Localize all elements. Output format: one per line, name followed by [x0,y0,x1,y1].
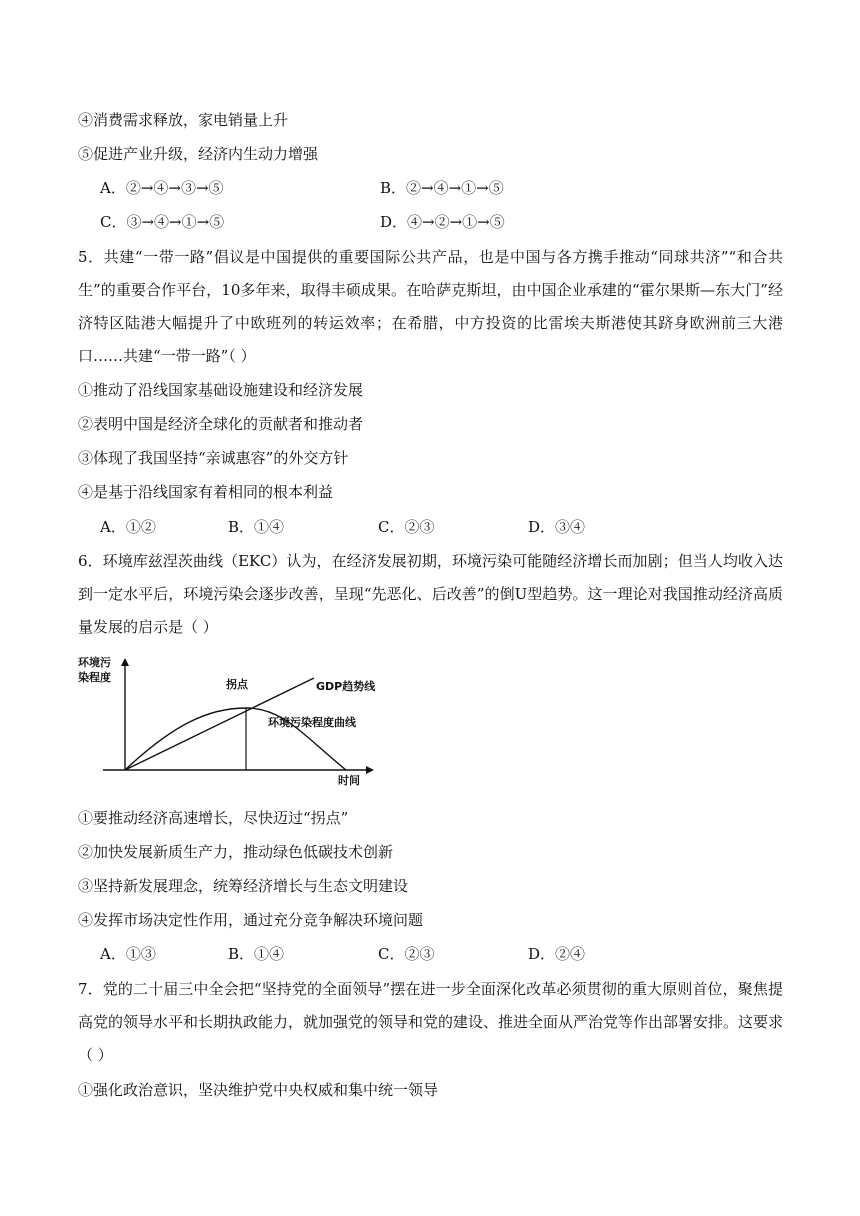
q5-option-c: C．②③ [378,518,435,536]
q5-item-4: ④是基于沿线国家有着相同的根本利益 [78,483,334,501]
q5-option-b: B．①④ [228,518,285,536]
q5-stem: 5．共建“一带一路”倡议是中国提供的重要国际公共产品，也是中国与各方携手推动“同球共济”“和合共生”的重要合作平台，10多年来，取得丰硕成果。在哈萨克斯坦，由中国企业承建的“霍尔果斯—东大门”经济特区陆港大幅提升了中欧班列的转运效率；在希腊，中方投资的比雷埃夫斯港使其跻身欧洲前三大港口……共建“一带一路”（ ） [78,248,783,365]
q5-option-a: A．①② [100,518,156,536]
q5-item-1: ①推动了沿线国家基础设施建设和经济发展 [78,381,364,399]
q6-item-1: ①要推动经济高速增长，尽快迈过“拐点” [78,809,349,827]
q6-item-4: ④发挥市场决定性作用，通过充分竞争解决环境问题 [78,911,424,929]
q6-stem: 6．环境库兹涅茨曲线（EKC）认为，在经济发展初期，环境污染可能随经济增长而加剧；但当人均收入达到一定水平后，环境污染会逐步改善，呈现“先恶化、后改善”的倒U型趋势。这一理论对我国推动经济高质量发展的启示是（ ） [78,552,783,636]
figure-xlabel: 时间 [338,774,360,787]
figure-ylabel-line1: 环境污 [78,656,111,669]
pollution-curve-label: 环境污染程度曲线 [268,716,356,729]
q4-option-c: C．③→④→①→⑤ [100,213,225,231]
gdp-line-label: GDP趋势线 [316,680,376,693]
q7-item-1: ①强化政治意识，坚决维护党中央权威和集中统一领导 [78,1081,439,1099]
figure-ylabel-line2: 染程度 [78,671,111,684]
ekc-figure [78,650,388,790]
q5-item-3: ③体现了我国坚持“亲诚惠容”的外交方针 [78,449,349,467]
q7-stem: 7．党的二十届三中全会把“坚持党的全面领导”摆在进一步全面深化改革必须贯彻的重大原则首位，聚焦提高党的领导水平和长期执政能力，就加强党的领导和党的建设、推进全面从严治党等作出部署安排。这要求（ ） [78,980,784,1064]
x-axis-arrow [366,766,374,774]
q4-option-d: D．④→②→①→⑤ [380,213,505,231]
q6-option-b: B．①④ [228,945,285,963]
q6-item-2: ②加快发展新质生产力，推动绿色低碳技术创新 [78,843,394,861]
q5-item-2: ②表明中国是经济全球化的贡献者和推动者 [78,415,364,433]
y-axis-arrow [121,658,129,666]
q6-option-a: A．①③ [100,945,156,963]
q4-option-a: A．②→④→③→⑤ [100,179,224,197]
q5-option-d: D．③④ [528,518,586,536]
q6-option-d: D．②④ [528,945,586,963]
q4-item-4: ④消费需求释放，家电销量上升 [78,111,289,129]
q6-option-c: C．②③ [378,945,435,963]
q6-item-3: ③坚持新发展理念，统筹经济增长与生态文明建设 [78,877,409,895]
q4-option-b: B．②→④→①→⑤ [380,179,504,197]
turning-point-label: 拐点 [226,678,248,691]
q4-item-5: ⑤促进产业升级，经济内生动力增强 [78,145,319,163]
